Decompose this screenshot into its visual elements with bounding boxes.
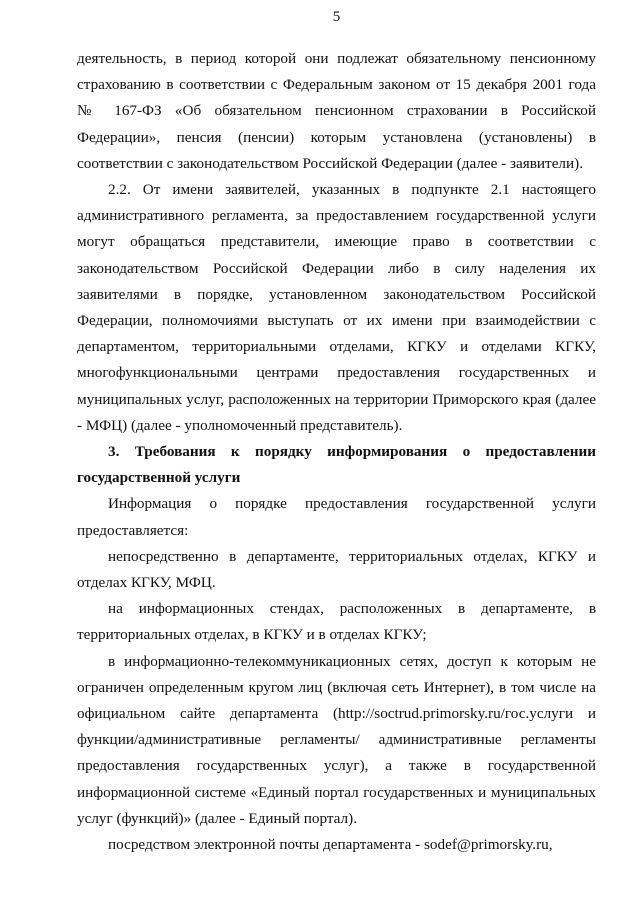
paragraph-email: посредством электронной почты департамента - sodef@primorsky.ru, — [108, 836, 553, 854]
paragraph-information-provided: Информация о порядке предоставления государственной услуги предоставляется: — [77, 495, 596, 539]
section-heading-3: 3. Требования к порядку информирования о предоставлении государственной услуги — [77, 443, 596, 487]
paragraph-applicants-continued: деятельность, в период которой они подлежат обязательному пенсионному страхованию в соответствии с Федеральным законом от 15 декабря 2001 года № 167-ФЗ «Об обязательном пенсионном страховании в Российской Федерации», пенсия (пенсии) которым установлена (установлены) в соответствии с законодательством Российской Федерации (далее - заявители). — [77, 50, 596, 172]
paragraph-2-2-representatives: 2.2. От имени заявителей, указанных в подпункте 2.1 настоящего административного регламента, за предоставлением государственной услуги могут обращаться представители, имеющие право в соответствии с законодательством Российской Федерации либо в силу наделения их заявителями в порядке, установленном законодательством Российской Федерации, полномочиями выступать от их имени при взаимодействии с департаментом, территориальными отделами, КГКУ и отделами КГКУ, многофункциональными центрами предоставления государственных и муниципальных услуг, расположенных на территории Приморского края (далее - МФЦ) (далее - уполномоченный представитель). — [77, 181, 596, 434]
page-number: 5 — [332, 9, 341, 25]
paragraph-information-stands: на информационных стендах, расположенных в департаменте, в территориальных отделах, в КГКУ и в отделах КГКУ; — [77, 600, 596, 644]
paragraph-internet: в информационно-телекоммуникационных сетях, доступ к которым не ограничен определенным кругом лиц (включая сеть Интернет), в том числе на официальном сайте департамента (http://soctrud.primorsky.ru/гос.услуги и функции/административные регламенты/ административные регламенты предоставления государственных услуг), а также в государственной информационной системе «Единый портал государственных и муниципальных услуг (функций)» (далее - Единый портал). — [77, 652, 596, 827]
document-body — [77, 46, 596, 858]
paragraph-directly-in-department: непосредственно в департаменте, территориальных отделах, КГКУ и отделах КГКУ, МФЦ. — [77, 547, 596, 592]
